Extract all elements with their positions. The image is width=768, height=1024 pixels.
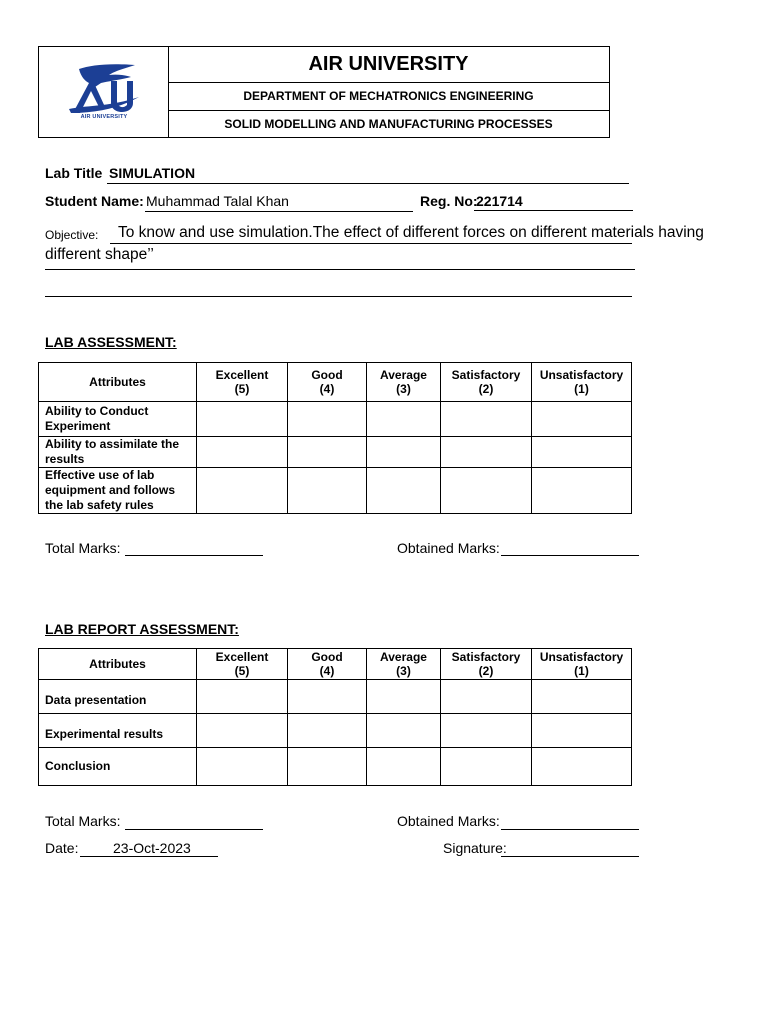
objective-underline-3 (45, 296, 632, 297)
objective-label: Objective: (45, 228, 99, 242)
header-unsatisfactory: Unsatisfactory (1) (532, 649, 632, 680)
report-total-marks-field[interactable] (125, 829, 263, 830)
header-satisfactory: Satisfactory (2) (441, 649, 532, 680)
date-field[interactable] (80, 856, 218, 857)
logo-text: AIR UNIVERSITY (80, 114, 128, 120)
score-cell[interactable] (532, 402, 632, 437)
table-row (39, 748, 632, 786)
header-good: Good (4) (288, 649, 367, 680)
report-obtained-marks-field[interactable] (501, 829, 639, 830)
report-obtained-marks-label: Obtained Marks: (397, 813, 500, 829)
student-name-value: Muhammad Talal Khan (146, 193, 289, 209)
table-row (39, 402, 632, 437)
score-cell[interactable] (288, 402, 367, 437)
signature-field[interactable] (501, 856, 639, 857)
score-cell[interactable] (441, 748, 532, 786)
lab-title-value: SIMULATION (109, 165, 196, 181)
lab-assessment-table (38, 362, 632, 514)
row-attribute: Ability to Conduct Experiment (39, 402, 197, 437)
objective-line1: To know and use simulation.The effect of different forces on different materials having (118, 224, 704, 241)
header-good: Good (4) (288, 363, 367, 402)
table-row (39, 437, 632, 468)
score-cell[interactable] (441, 437, 532, 468)
row-attribute: Conclusion (39, 748, 197, 786)
score-cell[interactable] (441, 468, 532, 514)
logo-cell (39, 47, 169, 137)
score-cell[interactable] (197, 714, 288, 748)
score-cell[interactable] (197, 402, 288, 437)
obtained-marks-label: Obtained Marks: (397, 540, 500, 556)
score-cell[interactable] (197, 437, 288, 468)
university-name: AIR UNIVERSITY (168, 47, 609, 83)
air-university-logo-icon (39, 47, 168, 137)
date-label: Date: (45, 840, 79, 856)
lab-title-underline (107, 183, 629, 184)
score-cell[interactable] (441, 680, 532, 714)
table-header-row (39, 649, 632, 680)
score-cell[interactable] (441, 402, 532, 437)
score-cell[interactable] (367, 714, 441, 748)
objective-line2: different shape’’ (45, 246, 154, 263)
score-cell[interactable] (288, 748, 367, 786)
total-marks-field[interactable] (125, 555, 263, 556)
score-cell[interactable] (288, 468, 367, 514)
score-cell[interactable] (532, 748, 632, 786)
score-cell[interactable] (532, 714, 632, 748)
header-attributes: Attributes (39, 363, 197, 402)
score-cell[interactable] (288, 714, 367, 748)
lab-assessment-title: LAB ASSESSMENT: (45, 334, 177, 350)
table-row (39, 714, 632, 748)
score-cell[interactable] (288, 680, 367, 714)
reg-no-value: 221714 (476, 193, 523, 209)
objective-underline-2 (45, 269, 635, 270)
header-excellent: Excellent (5) (197, 363, 288, 402)
lab-report-assessment-title: LAB REPORT ASSESSMENT: (45, 621, 239, 637)
reg-no-underline (474, 210, 633, 211)
score-cell[interactable] (367, 402, 441, 437)
header-unsatisfactory: Unsatisfactory (1) (532, 363, 632, 402)
header-average: Average (3) (367, 649, 441, 680)
score-cell[interactable] (367, 468, 441, 514)
score-cell[interactable] (197, 468, 288, 514)
table-row (39, 468, 632, 514)
score-cell[interactable] (367, 437, 441, 468)
row-attribute: Ability to assimilate the results (39, 437, 197, 468)
obtained-marks-field[interactable] (501, 555, 639, 556)
total-marks-label: Total Marks: (45, 540, 121, 556)
score-cell[interactable] (197, 680, 288, 714)
score-cell[interactable] (441, 714, 532, 748)
row-attribute: Experimental results (39, 714, 197, 748)
reg-no-label: Reg. No: (420, 193, 478, 209)
header-attributes: Attributes (39, 649, 197, 680)
header-average: Average (3) (367, 363, 441, 402)
score-cell[interactable] (367, 680, 441, 714)
row-attribute: Effective use of lab equipment and follows the lab safety rules (39, 468, 197, 514)
lab-report-assessment-table (38, 648, 632, 786)
header-satisfactory: Satisfactory (2) (441, 363, 532, 402)
date-value: 23-Oct-2023 (113, 840, 191, 856)
table-header-row (39, 363, 632, 402)
score-cell[interactable] (367, 748, 441, 786)
lab-title-label: Lab Title (45, 165, 103, 181)
score-cell[interactable] (197, 748, 288, 786)
signature-label: Signature: (443, 840, 507, 856)
score-cell[interactable] (532, 437, 632, 468)
header-box (38, 46, 610, 138)
row-attribute: Data presentation (39, 680, 197, 714)
score-cell[interactable] (288, 437, 367, 468)
objective-underline-1 (110, 243, 632, 244)
table-row (39, 680, 632, 714)
student-name-underline (145, 211, 413, 212)
score-cell[interactable] (532, 680, 632, 714)
course-name: SOLID MODELLING AND MANUFACTURING PROCESSES (224, 116, 553, 131)
score-cell[interactable] (532, 468, 632, 514)
header-excellent: Excellent (5) (197, 649, 288, 680)
report-total-marks-label: Total Marks: (45, 813, 121, 829)
department-name: DEPARTMENT OF MECHATRONICS ENGINEERING (168, 82, 609, 111)
student-name-label: Student Name: (45, 193, 144, 209)
